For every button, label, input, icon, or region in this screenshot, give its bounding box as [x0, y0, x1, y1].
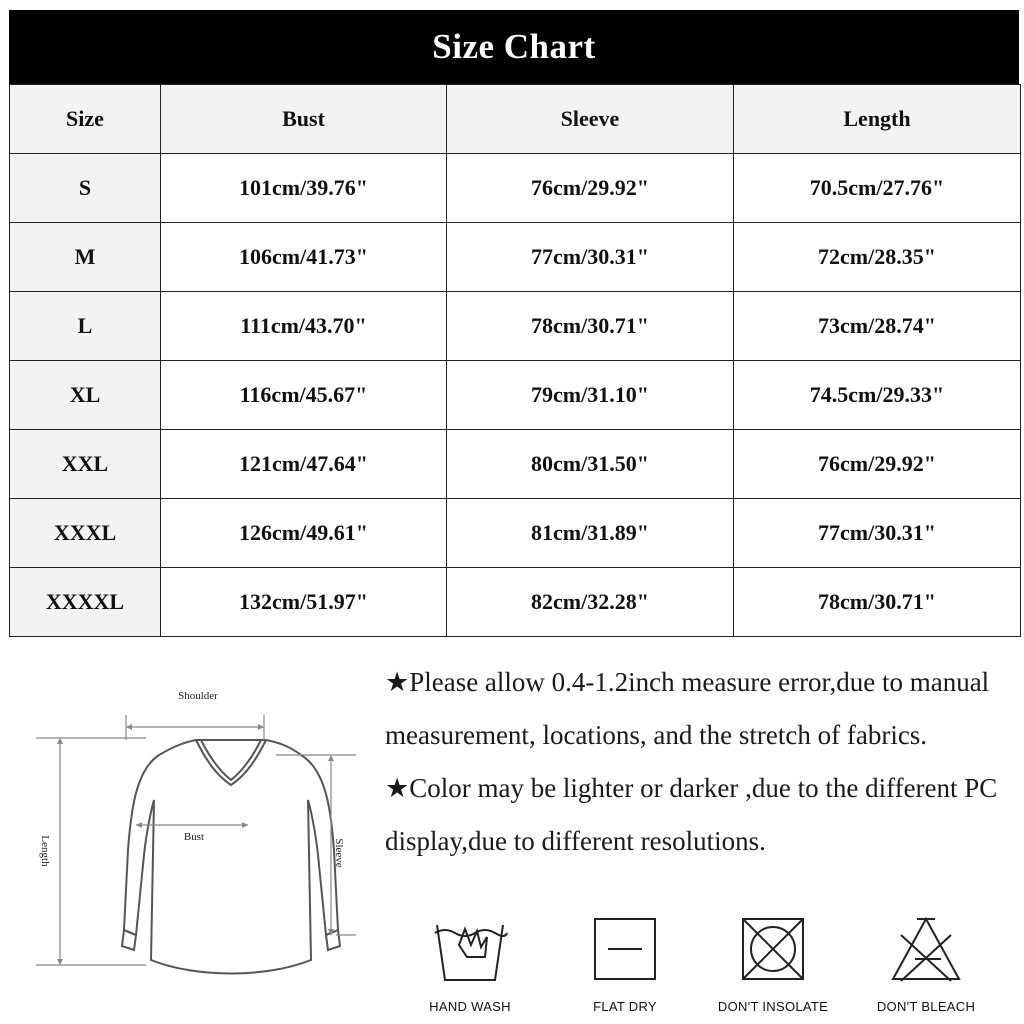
table-row — [10, 499, 1021, 568]
flat-dry-label: FLAT DRY — [593, 999, 657, 1014]
cell-size: S — [10, 154, 161, 223]
cell-sleeve: 80cm/31.50" — [447, 430, 734, 499]
measurement-diagram — [26, 660, 371, 990]
cell-size: M — [10, 223, 161, 292]
dont-bleach-icon — [881, 915, 971, 985]
cell-size: XXL — [10, 430, 161, 499]
cell-length: 78cm/30.71" — [734, 568, 1021, 637]
cell-length: 72cm/28.35" — [734, 223, 1021, 292]
cell-sleeve: 81cm/31.89" — [447, 499, 734, 568]
hand-wash-label: HAND WASH — [429, 999, 511, 1014]
cell-bust: 116cm/45.67" — [161, 361, 447, 430]
cell-size: XL — [10, 361, 161, 430]
cell-size: L — [10, 292, 161, 361]
header-bust: Bust — [161, 85, 447, 154]
table-row — [10, 292, 1021, 361]
care-item-hand-wash — [400, 915, 540, 1020]
cell-bust: 101cm/39.76" — [161, 154, 447, 223]
shoulder-label: Shoulder — [178, 690, 218, 702]
cell-length: 77cm/30.31" — [734, 499, 1021, 568]
header-sleeve: Sleeve — [447, 85, 734, 154]
table-row — [10, 361, 1021, 430]
header-length: Length — [734, 85, 1021, 154]
cell-sleeve: 77cm/30.31" — [447, 223, 734, 292]
cell-length: 73cm/28.74" — [734, 292, 1021, 361]
note-measure-error: ★Please allow 0.4-1.2inch measure error,due to manual measurement, locations, and the stretch of fabrics. — [385, 667, 990, 750]
bust-label: Bust — [183, 831, 205, 843]
cell-sleeve: 78cm/30.71" — [447, 292, 734, 361]
cell-sleeve: 76cm/29.92" — [447, 154, 734, 223]
cell-length: 74.5cm/29.33" — [734, 361, 1021, 430]
cell-size: XXXXL — [10, 568, 161, 637]
hand-wash-icon — [425, 915, 515, 985]
cell-length: 70.5cm/27.76" — [734, 154, 1021, 223]
cell-bust: 111cm/43.70" — [161, 292, 447, 361]
cell-bust: 132cm/51.97" — [161, 568, 447, 637]
size-chart-title: Size Chart — [9, 10, 1019, 84]
cell-bust: 121cm/47.64" — [161, 430, 447, 499]
sleeve-label: Sleeve — [333, 838, 345, 868]
care-item-dont-bleach — [856, 915, 996, 1020]
size-table — [9, 84, 1021, 637]
cell-sleeve: 79cm/31.10" — [447, 361, 734, 430]
cell-bust: 126cm/49.61" — [161, 499, 447, 568]
flat-dry-icon — [580, 915, 670, 985]
table-row — [10, 430, 1021, 499]
table-row — [10, 568, 1021, 637]
table-row — [10, 154, 1021, 223]
dont-bleach-label: DON'T BLEACH — [876, 999, 976, 1014]
cell-sleeve: 82cm/32.28" — [447, 568, 734, 637]
note-color-variance: ★Color may be lighter or darker ,due to the different PC display,due to different resolutions. — [385, 773, 998, 856]
length-label: Length — [39, 835, 51, 867]
cell-bust: 106cm/41.73" — [161, 223, 447, 292]
shirt-outline-icon — [26, 660, 371, 990]
dont-insolate-label: DON'T INSOLATE — [717, 999, 829, 1014]
header-size: Size — [10, 85, 161, 154]
cell-size: XXXL — [10, 499, 161, 568]
care-item-dont-insolate — [703, 915, 843, 1020]
table-header-row — [10, 85, 1021, 154]
table-row — [10, 223, 1021, 292]
care-instructions — [400, 915, 1010, 1020]
cell-length: 76cm/29.92" — [734, 430, 1021, 499]
notes — [385, 656, 1015, 868]
care-item-flat-dry — [555, 915, 695, 1020]
dont-insolate-icon — [728, 915, 818, 985]
